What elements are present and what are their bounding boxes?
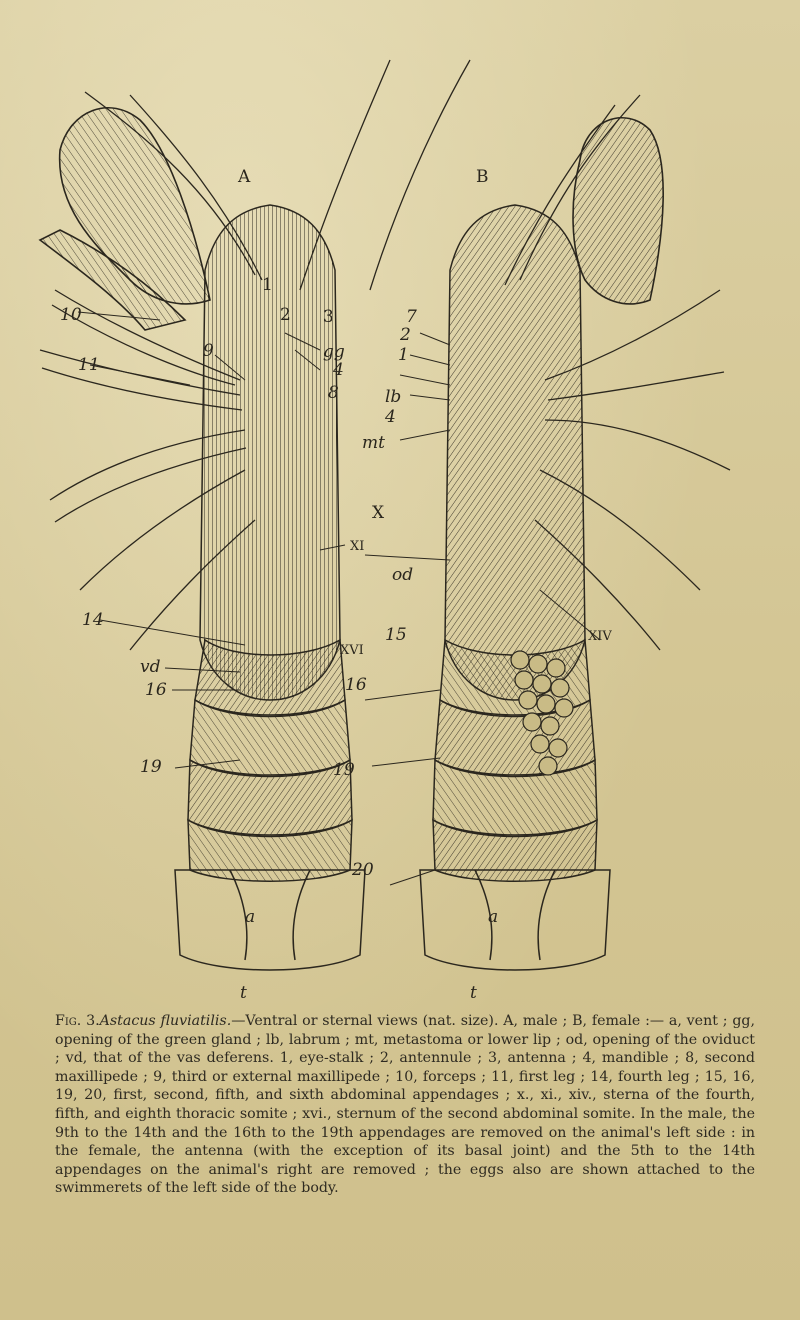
label-xvi: XVI: [340, 643, 364, 658]
right-claw: [573, 118, 663, 304]
label-od: od: [392, 565, 414, 585]
label-20: 20: [352, 860, 374, 880]
label-11: 11: [78, 355, 100, 375]
label-xi: XI: [350, 539, 365, 554]
label-gg: gg: [323, 342, 345, 362]
figure-caption: [55, 1012, 755, 1198]
label-8: 8: [328, 383, 339, 403]
label-19-right: 19: [333, 760, 355, 780]
view-label-b: B: [476, 167, 489, 187]
label-19-left: 19: [140, 757, 162, 777]
label-a-left: a: [245, 907, 256, 927]
label-16-left: 16: [145, 680, 167, 700]
label-t-right: t: [470, 983, 477, 1003]
label-1-right: 1: [398, 345, 409, 365]
label-7: 7: [406, 307, 417, 327]
label-3: 3: [323, 307, 334, 327]
label-x: X: [372, 503, 385, 523]
specimen-a-body: [175, 205, 365, 970]
label-9: 9: [203, 341, 214, 361]
label-xiv: XIV: [588, 629, 612, 644]
label-mt: mt: [362, 433, 385, 453]
specimen-b-body: [420, 205, 610, 970]
label-t-left: t: [240, 983, 247, 1003]
caption-text: —Ventral or sternal views (nat. size). A, male ; B, female :— a, vent ; gg, opening of the green gland ; lb, labrum ; mt, metastoma or lower lip ; od, opening of the oviduct ; vd, that of the vas deferens. 1, eye-stalk ; 2, antennule ; 3, antenna ; 4, mandible ; 8, second maxillipede ; 9, third or external maxillipede ; 10, forceps ; 11, first leg ; 14, fourth leg ; 15, 16, 19, 20, first, second, fifth, and sixth abdominal appendages ; x., xi., xiv., sterna of the fourth, fifth, and eighth thoracic somite ; xvi., sternum of the second abdominal somite. In the male, the 9th to the 14th and the 16th to the 19th appendages are removed on the animal's left side : in the female, the antenna (with the exception of its basal joint) and the 5th to the 14th appendages on the animal's right are removed ; the eggs also are shown attached to the swimmerets of the left side of the body.: [55, 1013, 755, 1197]
label-4-left: 4: [333, 360, 344, 380]
label-a-right: a: [488, 907, 499, 927]
label-15: 15: [385, 625, 407, 645]
label-10: 10: [60, 305, 82, 325]
label-lb: lb: [385, 387, 402, 407]
caption-fig-label: Fig. 3.: [55, 1013, 100, 1029]
label-4-right: 4: [385, 407, 396, 427]
caption-genus: Astacus fluviatilis.: [99, 1013, 232, 1029]
label-2: 2: [280, 305, 291, 325]
label-1: 1: [262, 275, 273, 295]
label-2-right: 2: [400, 325, 411, 345]
label-vd: vd: [140, 657, 161, 677]
view-label-a: A: [238, 167, 251, 187]
label-16-right: 16: [345, 675, 367, 695]
label-14: 14: [82, 610, 104, 630]
